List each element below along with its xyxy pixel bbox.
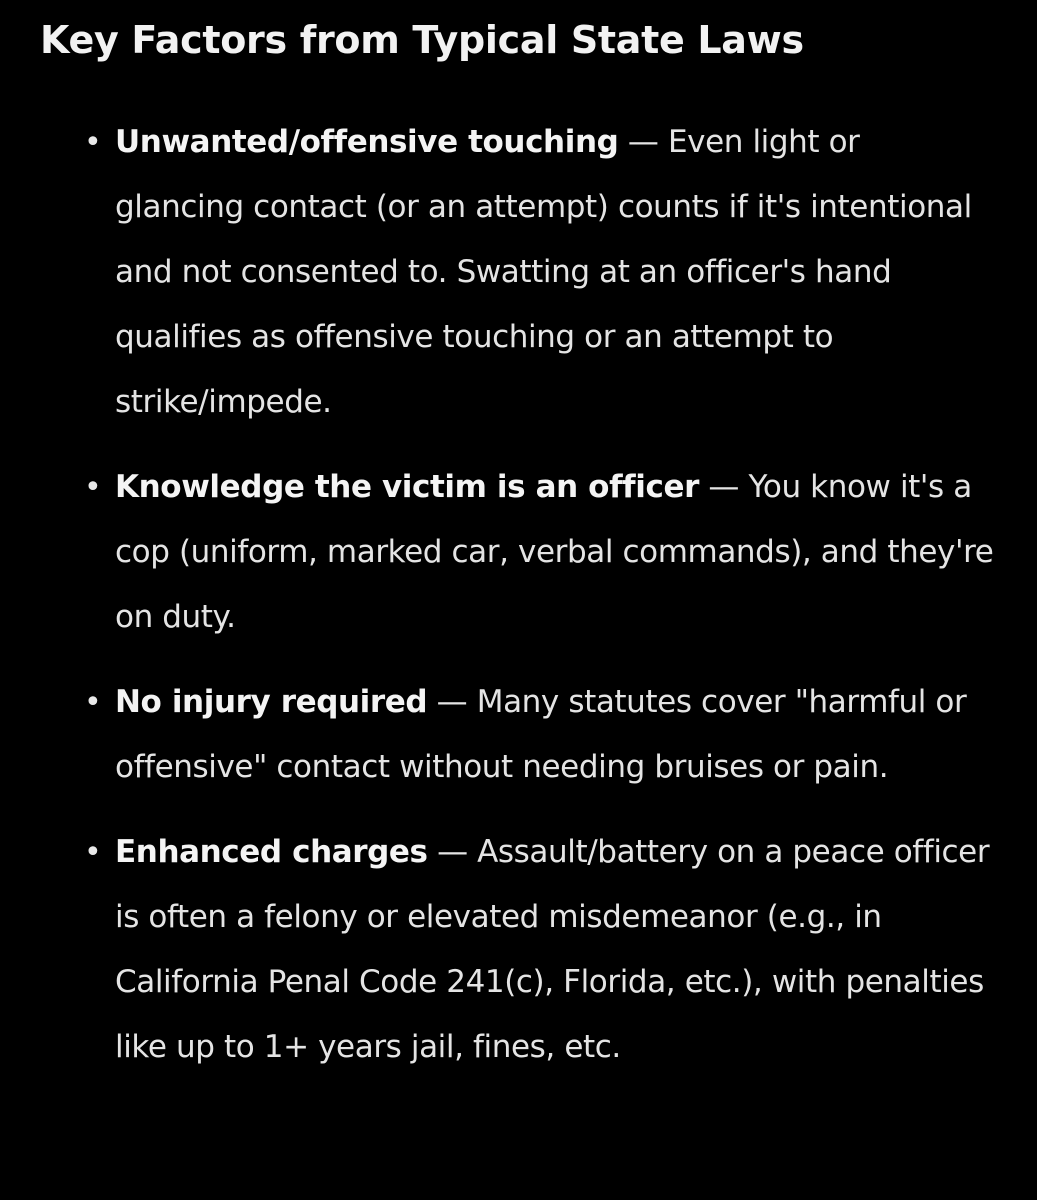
list-item-enhanced-charges [40,820,997,1080]
item-text: Even light or glancing contact (or an attempt) counts if it's intentional and not consented to. Swatting at an officer's hand qualifies as offensive touching or an attempt to strike/impede. [115,124,972,420]
item-term: Enhanced charges [115,834,428,870]
list-item-officer-knowledge [40,455,997,650]
page-title: Key Factors from Typical State Laws [40,18,804,62]
item-term: Knowledge the victim is an officer [115,469,699,505]
item-text: You know it's a cop (uniform, marked car, verbal commands), and they're on duty. [115,469,994,635]
bullet-icon: • [84,835,102,870]
list-item-no-injury [40,670,997,800]
item-separator: — [698,469,749,505]
item-separator: — [618,124,668,160]
bullet-icon: • [84,125,102,160]
item-text: Many statutes cover "harmful or offensive" contact without needing bruises or pain. [115,684,967,785]
item-term: No injury required [115,684,428,720]
list-item-unwanted-touching [40,110,997,435]
item-separator: — [427,834,478,870]
item-text: Assault/battery on a peace officer is often a felony or elevated misdemeanor (e.g., in California Penal Code 241(c), Florida, etc.), with penalties like up to 1+ years jail, fines, etc. [115,834,990,1065]
bullet-icon: • [84,685,102,720]
bullet-icon: • [84,470,102,505]
item-separator: — [427,684,477,720]
key-factors-list [40,110,997,1080]
item-term: Unwanted/offensive touching [115,124,619,160]
